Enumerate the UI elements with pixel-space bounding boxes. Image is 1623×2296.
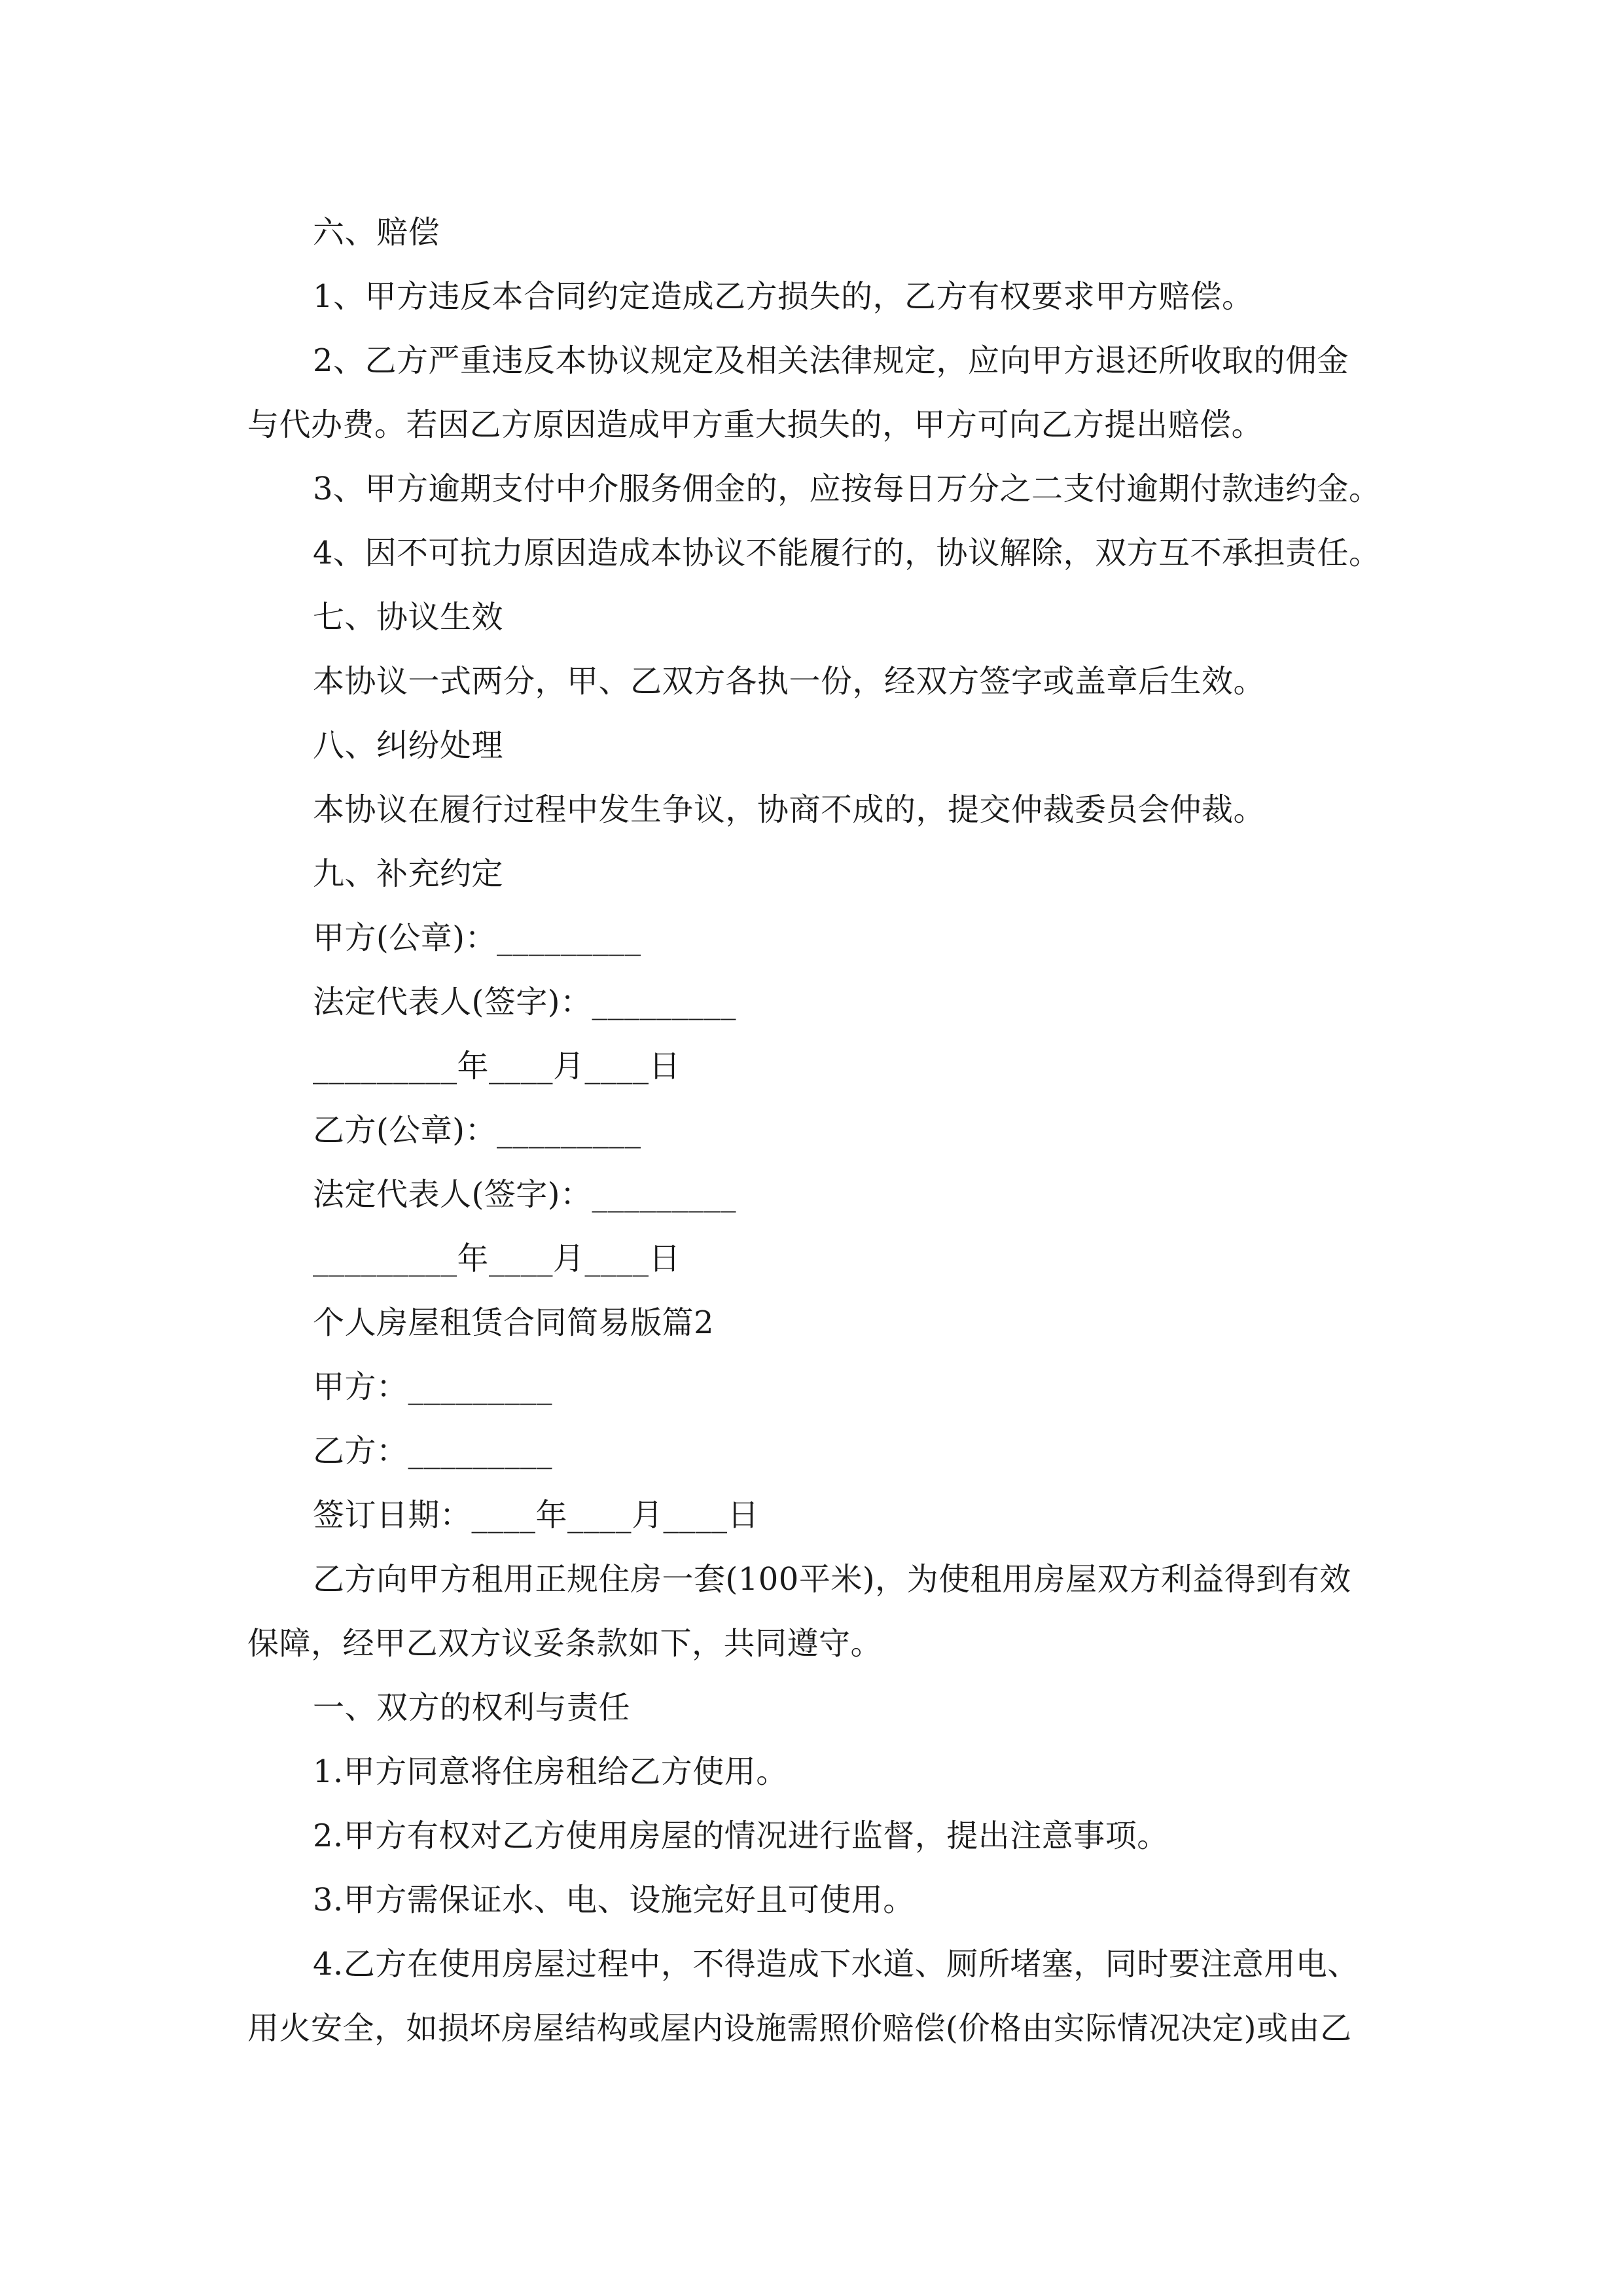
signing-date-field: 签订日期：____年____月____日 (313, 1497, 760, 1534)
paragraph-line: 本协议在履行过程中发生争议，协商不成的，提交仲裁委员会仲裁。 (313, 791, 1266, 828)
paragraph-line: 3、甲方逾期支付中介服务佣金的，应按每日万分之二支付逾期付款违约金。 (313, 471, 1381, 507)
paragraph-line: 1、甲方违反本合同约定造成乙方损失的，乙方有权要求甲方赔偿。 (313, 278, 1254, 315)
document-body (247, 200, 1399, 2060)
party-b-date-field: _________年____月____日 (313, 1240, 681, 1277)
party-b-field: 乙方：_________ (313, 1433, 553, 1469)
paragraph-line: 本协议一式两分，甲、乙双方各执一份，经双方签字或盖章后生效。 (313, 663, 1266, 700)
section-heading-compensation: 六、赔偿 (313, 214, 440, 251)
party-b-representative-field: 法定代表人(签字)：_________ (313, 1176, 736, 1213)
paragraph-line: 2、乙方严重违反本协议规定及相关法律规定，应向甲方退还所收取的佣金 (313, 342, 1349, 379)
paragraph-line: 与代办费。若因乙方原因造成甲方重大损失的，甲方可向乙方提出赔偿。 (247, 406, 1264, 443)
paragraph-line: 4.乙方在使用房屋过程中，不得造成下水道、厕所堵塞，同时要注意用电、 (313, 1946, 1359, 1982)
party-b-seal-field: 乙方(公章)：_________ (313, 1112, 641, 1149)
section-heading-rights: 一、双方的权利与责任 (313, 1689, 631, 1726)
section-heading-effect: 七、协议生效 (313, 599, 504, 636)
paragraph-line: 4、因不可抗力原因造成本协议不能履行的，协议解除，双方互不承担责任。 (313, 535, 1381, 571)
party-a-date-field: _________年____月____日 (313, 1048, 681, 1085)
paragraph-line: 保障，经甲乙双方议妥条款如下，共同遵守。 (247, 1625, 883, 1662)
party-a-seal-field: 甲方(公章)：_________ (313, 920, 641, 956)
section-heading-supplement: 九、补充约定 (313, 855, 504, 892)
paragraph-line: 3.甲方需保证水、电、设施完好且可使用。 (313, 1882, 915, 1918)
paragraph-line: 2.甲方有权对乙方使用房屋的情况进行监督，提出注意事项。 (313, 1818, 1169, 1854)
paragraph-line: 1.甲方同意将住房租给乙方使用。 (313, 1753, 788, 1790)
contract-title: 个人房屋租赁合同简易版篇2 (313, 1304, 715, 1341)
section-heading-dispute: 八、纠纷处理 (313, 727, 504, 764)
party-a-representative-field: 法定代表人(签字)：_________ (313, 984, 736, 1020)
paragraph-line: 用火安全，如损坏房屋结构或屋内设施需照价赔偿(价格由实际情况决定)或由乙 (247, 2010, 1352, 2047)
party-a-field: 甲方：_________ (313, 1369, 553, 1405)
paragraph-line: 乙方向甲方租用正规住房一套(100平米)，为使租用房屋双方利益得到有效 (313, 1561, 1351, 1598)
